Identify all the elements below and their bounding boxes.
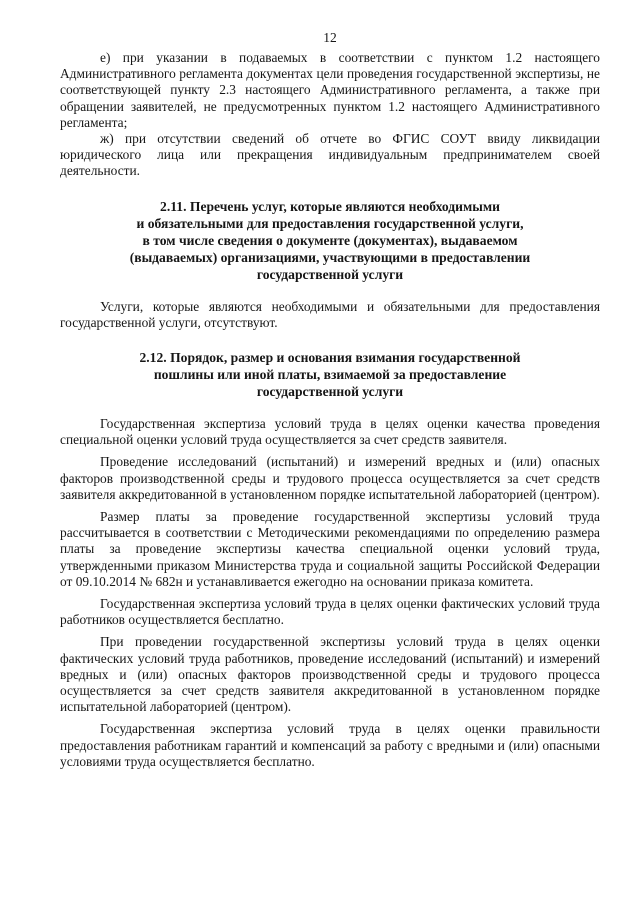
section-2-12-paragraph: Государственная экспертиза условий труда в целях оценки фактических условий труда работников осуществляется бесплатно. — [60, 596, 600, 628]
heading-line: в том числе сведения о документе (документах), выдаваемом — [142, 232, 518, 248]
heading-line: и обязательными для предоставления государственной услуги, — [136, 215, 524, 231]
section-2-12-paragraph: Размер платы за проведение государственной экспертизы условий труда рассчитывается в соответствии с Методическими рекомендациями по определению размера платы за проведение экспертизы качества специальной оценки условий труда, утвержденными приказом Министерства труда и социальной защиты Российской Федерации от 09.10.2014 № 682н и устанавливается ежегодно на основании приказа комитета. — [60, 509, 600, 589]
page-number: 12 — [323, 30, 337, 45]
heading-line: государственной услуги — [256, 266, 404, 282]
paragraph-item-zh: ж) при отсутствии сведений об отчете во ФГИС СОУТ ввиду ликвидации юридического лица или прекращения индивидуальным предпринимателем своей деятельности. — [60, 131, 600, 179]
section-2-12-paragraph: Государственная экспертиза условий труда в целях оценки правильности предоставления работникам гарантий и компенсаций за работу с вредными и (или) опасными условиями труда осуществляется бесплатно. — [60, 721, 600, 769]
heading-line: государственной услуги — [256, 384, 404, 400]
heading-line: 2.12. Порядок, размер и основания взимания государственной — [139, 350, 521, 366]
heading-line: 2.11. Перечень услуг, которые являются необходимыми — [160, 198, 500, 214]
section-2-12-paragraph: Государственная экспертиза условий труда в целях оценки качества проведения специальной оценки условий труда осуществляется за счет средств заявителя. — [60, 416, 600, 448]
section-2-12-paragraph: При проведении государственной экспертизы условий труда в целях оценки фактических условий труда работников, проведение исследований (испытаний) и измерений вредных и (или) опасных факторов производственной среды и трудового процесса осуществляется за счет средств заявителя аккредитованной в установленном порядке испытательной лабораторией (центром). — [60, 634, 600, 715]
section-2-12-heading — [60, 349, 600, 400]
section-2-11-text: Услуги, которые являются необходимыми и обязательными для предоставления государственной услуги, отсутствуют. — [60, 298, 600, 330]
section-2-12-paragraph: Проведение исследований (испытаний) и измерений вредных и (или) опасных факторов производственной среды и трудового процесса осуществляется за счет средств заявителя аккредитованной в установленном порядке испытательной лабораторией (центром). — [60, 454, 600, 502]
document-page — [60, 30, 600, 770]
heading-line: (выдаваемых) организациями, участвующими в предоставлении — [129, 249, 531, 265]
paragraph-item-e: е) при указании в подаваемых в соответствии с пунктом 1.2 настоящего Административного регламента документах цели проведения государственной экспертизы, не соответствующей пункту 2.3 настоящего Административного регламента, а также при обращении заявителей, не предусмотренных пунктом 1.2 настоящего Административного регламента; — [60, 50, 600, 130]
heading-line: пошлины или иной платы, взимаемой за предоставление — [153, 367, 507, 383]
section-2-11-heading — [60, 198, 600, 283]
